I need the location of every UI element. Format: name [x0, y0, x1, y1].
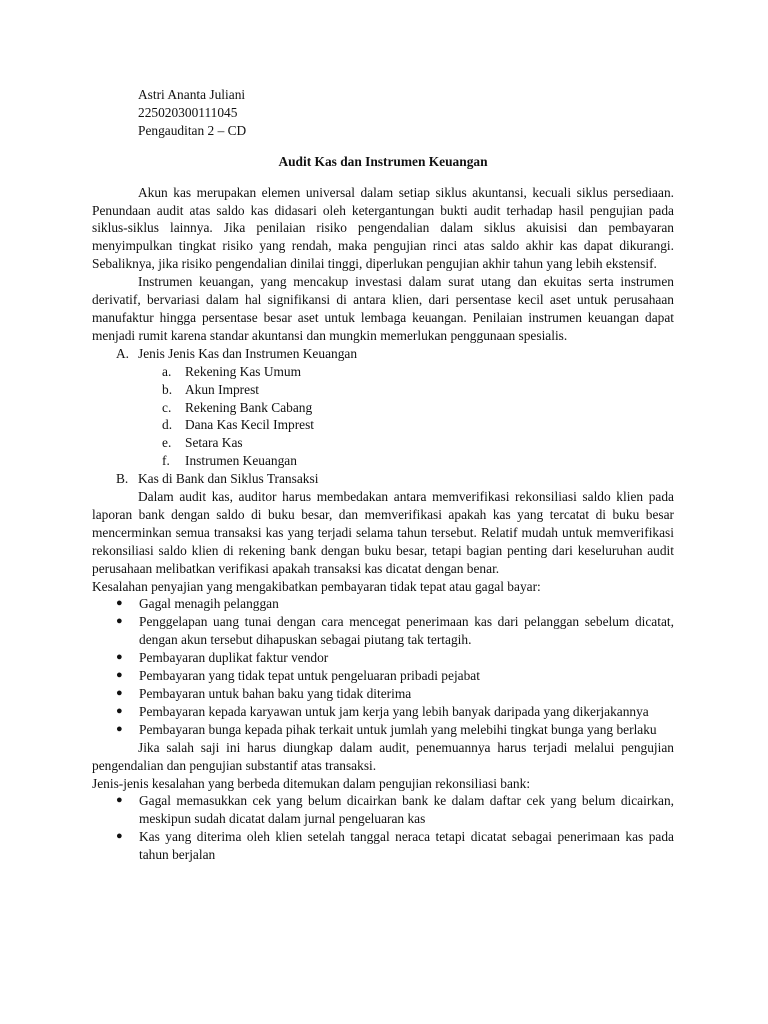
author-header — [92, 86, 674, 140]
section-title: Jenis Jenis Kas dan Instrumen Keuangan — [138, 345, 358, 361]
audit-paragraph: Jika salah saji ini harus diungkap dalam audit, penemuannya harus terjadi melalui pengujian pengendalian dan pengujian substantif atas transaksi. — [92, 739, 674, 773]
list-item: b. Akun Imprest — [162, 381, 260, 397]
bullet-item: ● Pembayaran kepada karyawan untuk jam kerja yang lebih banyak daripada yang dikerjakannya — [116, 703, 649, 719]
section-b-paragraph: Dalam audit kas, auditor harus membedakan antara memverifikasi rekonsiliasi saldo klien pada laporan bank dengan saldo di buku besar, dan memverifikasi apakah kas yang tercatat di buku besar mencerminkan semua transaksi kas yang terjadi selama tahun tersebut. Relatif mudah untuk memverifikasi rekonsiliasi saldo klien di rekening bank dengan buku besar, tetapi bagian penting dari keseluruhan audit perusahaan melibatkan verifikasi apakah transaksi kas dicatat dengan benar. — [92, 489, 674, 576]
list-item: c. Rekening Bank Cabang — [162, 399, 313, 415]
misstatement-lead: Kesalahan penyajian yang mengakibatkan pembayaran tidak tepat atau gagal bayar: — [92, 578, 541, 594]
bullet-item: ● Pembayaran bunga kepada pihak terkait untuk jumlah yang melebihi tingkat bunga yang berlaku — [116, 721, 657, 737]
bullet-icon: ● — [116, 687, 123, 699]
list-item: f. Instrumen Keuangan — [162, 453, 297, 469]
list-item: a. Rekening Kas Umum — [162, 363, 302, 379]
bullet-icon: ● — [116, 615, 123, 628]
bullet-item: ● Pembayaran duplikat faktur vendor — [116, 650, 329, 666]
document-title: Audit Kas dan Instrumen Keuangan — [278, 153, 488, 169]
list-item: e. Setara Kas — [162, 435, 243, 451]
bullet-icon: ● — [116, 830, 123, 843]
document-page — [92, 86, 674, 864]
intro-paragraph-2: Instrumen keuangan, yang mencakup investasi dalam surat utang dan ekuitas serta instrumen derivatif, bervariasi dalam hal signifikansi di antara klien, dari persentase kecil aset untuk perusahaan manufaktur hingga persentase besar aset untuk lembaga keuangan. Penilaian instrumen keuangan dapat menjadi rumit karena standar akuntansi dan mungkin memerlukan penggunaan spesialis. — [92, 274, 674, 343]
bullet-item: ● Pembayaran untuk bahan baku yang tidak diterima — [116, 686, 412, 701]
bullet-icon: ● — [116, 669, 123, 682]
section-b-heading — [92, 470, 674, 488]
bullet-item: ● Gagal memasukkan cek yang belum dicairkan bank ke dalam daftar cek yang belum dicairkan, meskipun sudah dicatat dalam jurnal pengeluaran kas — [116, 793, 674, 827]
student-id: 225020300111045 — [138, 104, 238, 120]
bullet-icon: ● — [116, 651, 123, 664]
bullet-item: ● Kas yang diterima oleh klien setelah tanggal neraca tetapi dicatat sebagai penerimaan kas pada tahun berjalan — [116, 829, 674, 863]
section-marker: A. — [116, 345, 130, 361]
intro-paragraph-1: Akun kas merupakan elemen universal dalam setiap siklus akuntansi, kecuali siklus persediaan. Penundaan audit atas saldo kas didasari oleh ketergantungan bukti audit terhadap hasil pengujian pada siklus-siklus lainnya. Jika penilaian risiko pengendalian dalam siklus akuisisi dan pembayaran menyimpulkan tingkat risiko yang rendah, maka pengujian rinci atas saldo akhir kas dapat dikurangi. Sebaliknya, jika risiko pengendalian dinilai tinggi, diperlukan pengujian akhir tahun yang lebih ekstensif. — [92, 184, 674, 272]
bullet-icon: ● — [116, 794, 123, 807]
bullet-icon: ● — [116, 597, 123, 610]
section-marker: B. — [116, 471, 129, 487]
author-name: Astri Ananta Juliani — [138, 87, 246, 102]
reconciliation-lead: Jenis-jenis kesalahan yang berbeda ditemukan dalam pengujian rekonsiliasi bank: — [92, 775, 531, 791]
course-name: Pengauditan 2 – CD — [138, 122, 247, 138]
list-item: d. Dana Kas Kecil Imprest — [162, 417, 315, 433]
bullet-item: ● Gagal menagih pelanggan — [116, 596, 279, 612]
bullet-item: ● Pembayaran yang tidak tepat untuk pengeluaran pribadi pejabat — [116, 668, 480, 684]
section-a-heading — [92, 345, 674, 363]
bullet-item: ● Penggelapan uang tunai dengan cara mencegat penerimaan kas dari pelanggan sebelum dicatat, dengan akun tersebut dihapuskan sebagai piutang tak tertagih. — [116, 614, 674, 648]
bullet-icon: ● — [116, 704, 123, 717]
section-title: Kas di Bank dan Siklus Transaksi — [138, 471, 319, 487]
bullet-icon: ● — [116, 722, 123, 735]
